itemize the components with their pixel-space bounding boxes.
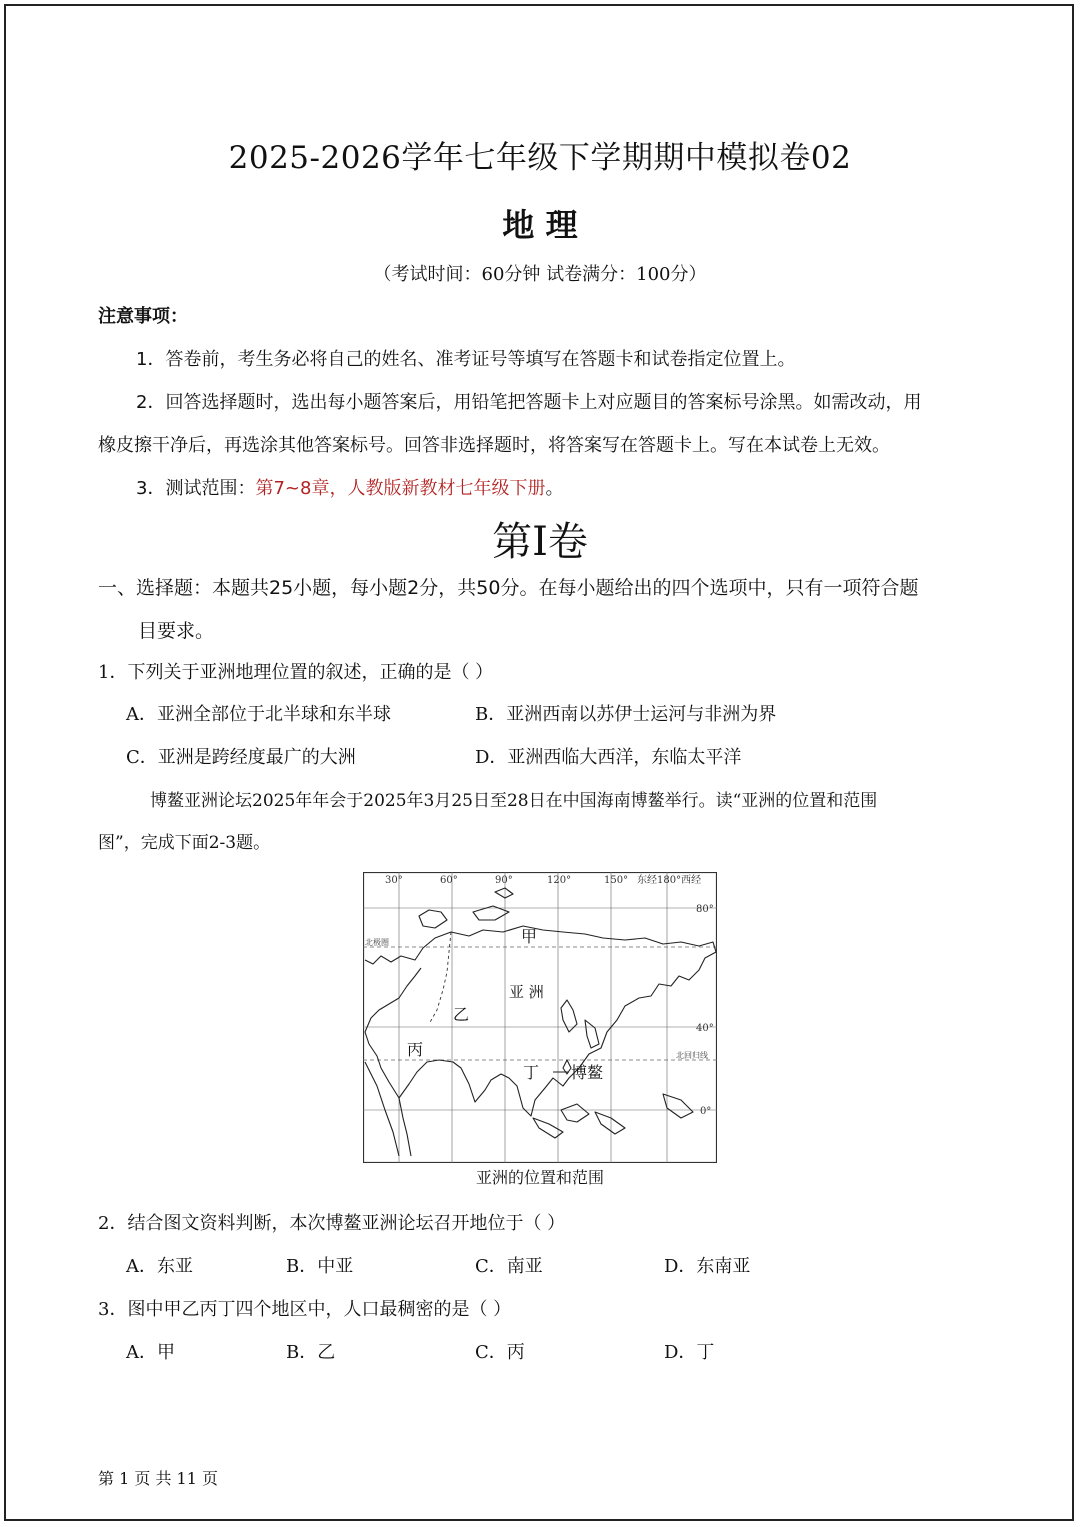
q3-option-d: D．丁 (664, 1342, 715, 1363)
boao-label: 博鳌 (571, 1063, 604, 1082)
lat-label: 80° (696, 904, 714, 915)
region-ding: 丁 (523, 1063, 540, 1082)
lon-label: 90° (495, 875, 513, 886)
q1-option-b: B．亚洲西南以苏伊士运河与非洲为界 (475, 704, 777, 725)
notice-item-3 (136, 474, 563, 500)
lat-label: 0° (700, 1106, 712, 1117)
lon-label: 60° (440, 875, 458, 886)
region-jia: 甲 (521, 927, 538, 946)
q3-stem: 3．图中甲乙丙丁四个地区中，人口最稠密的是（ ） (98, 1299, 512, 1320)
subject-heading: 地 理 (502, 206, 578, 244)
notice-item-1: 1．答卷前，考生务必将自己的姓名、准考证号等填写在答题卡和试卷指定位置上。 (136, 349, 796, 370)
q2-option-b: B．中亚 (286, 1256, 354, 1277)
continent-label: 亚 洲 (509, 983, 544, 1001)
section-1-line-1: 一、选择题：本题共25小题，每小题2分，共50分。在每小题给出的四个选项中，只有一项符合题 (98, 577, 919, 599)
q2-option-a: A．东亚 (126, 1256, 193, 1277)
notice-item-3-suffix: 。 (545, 478, 564, 499)
lon-label: 150° (604, 875, 629, 886)
volume-heading: 第I卷 (492, 519, 588, 565)
q2-option-c: C．南亚 (475, 1256, 543, 1277)
section-1-line-2: 目要求。 (138, 620, 215, 642)
q1-option-d: D．亚洲西临大西洋，东临太平洋 (475, 747, 742, 768)
test-range: 第7~8章，人教版新教材七年级下册 (255, 478, 546, 499)
notice-item-2-line-1: 2．回答选择题时，选出每小题答案后，用铅笔把答题卡上对应题目的答案标号涂黑。如需改动，用 (136, 392, 922, 413)
map-caption: 亚洲的位置和范围 (475, 1168, 604, 1187)
material-line-2: 图”，完成下面2-3题。 (98, 833, 271, 853)
q3-option-c: C．丙 (475, 1342, 525, 1363)
page-footer: 第 1 页 共 11 页 (98, 1469, 218, 1488)
asia-map (363, 872, 717, 1163)
material-line-1: 博鳌亚洲论坛2025年年会于2025年3月25日至28日在中国海南博鳌举行。读“亚洲的位置和范围 (150, 791, 878, 811)
q3-option-a: A．甲 (126, 1342, 175, 1363)
lon-label: 东经180°西经 (637, 875, 702, 886)
tropic-label: 北回归线 (676, 1051, 708, 1060)
lon-label: 120° (547, 875, 572, 886)
q1-stem: 1．下列关于亚洲地理位置的叙述，正确的是（ ） (98, 662, 494, 683)
notice-item-3-prefix: 3．测试范围： (136, 478, 256, 499)
q3-option-b: B．乙 (286, 1342, 336, 1363)
lon-label: 30° (385, 875, 403, 886)
notice-heading: 注意事项： (98, 306, 188, 327)
arctic-circle-label: 北极圈 (365, 938, 389, 947)
exam-info: （考试时间：60分钟 试卷满分：100分） (373, 264, 707, 285)
region-yi: 乙 (453, 1005, 470, 1024)
q2-option-d: D．东南亚 (664, 1256, 751, 1277)
exam-title: 2025-2026学年七年级下学期期中模拟卷02 (228, 140, 852, 176)
q1-option-a: A．亚洲全部位于北半球和东半球 (126, 704, 391, 725)
lat-label: 40° (696, 1023, 714, 1034)
notice-item-2-line-2: 橡皮擦干净后，再选涂其他答案标号。回答非选择题时，将答案写在答题卡上。写在本试卷上无效。 (98, 435, 890, 456)
q2-stem: 2．结合图文资料判断，本次博鳌亚洲论坛召开地位于（ ） (98, 1213, 566, 1234)
q1-option-c: C．亚洲是跨经度最广的大洲 (126, 747, 356, 768)
region-bing: 丙 (407, 1040, 424, 1059)
